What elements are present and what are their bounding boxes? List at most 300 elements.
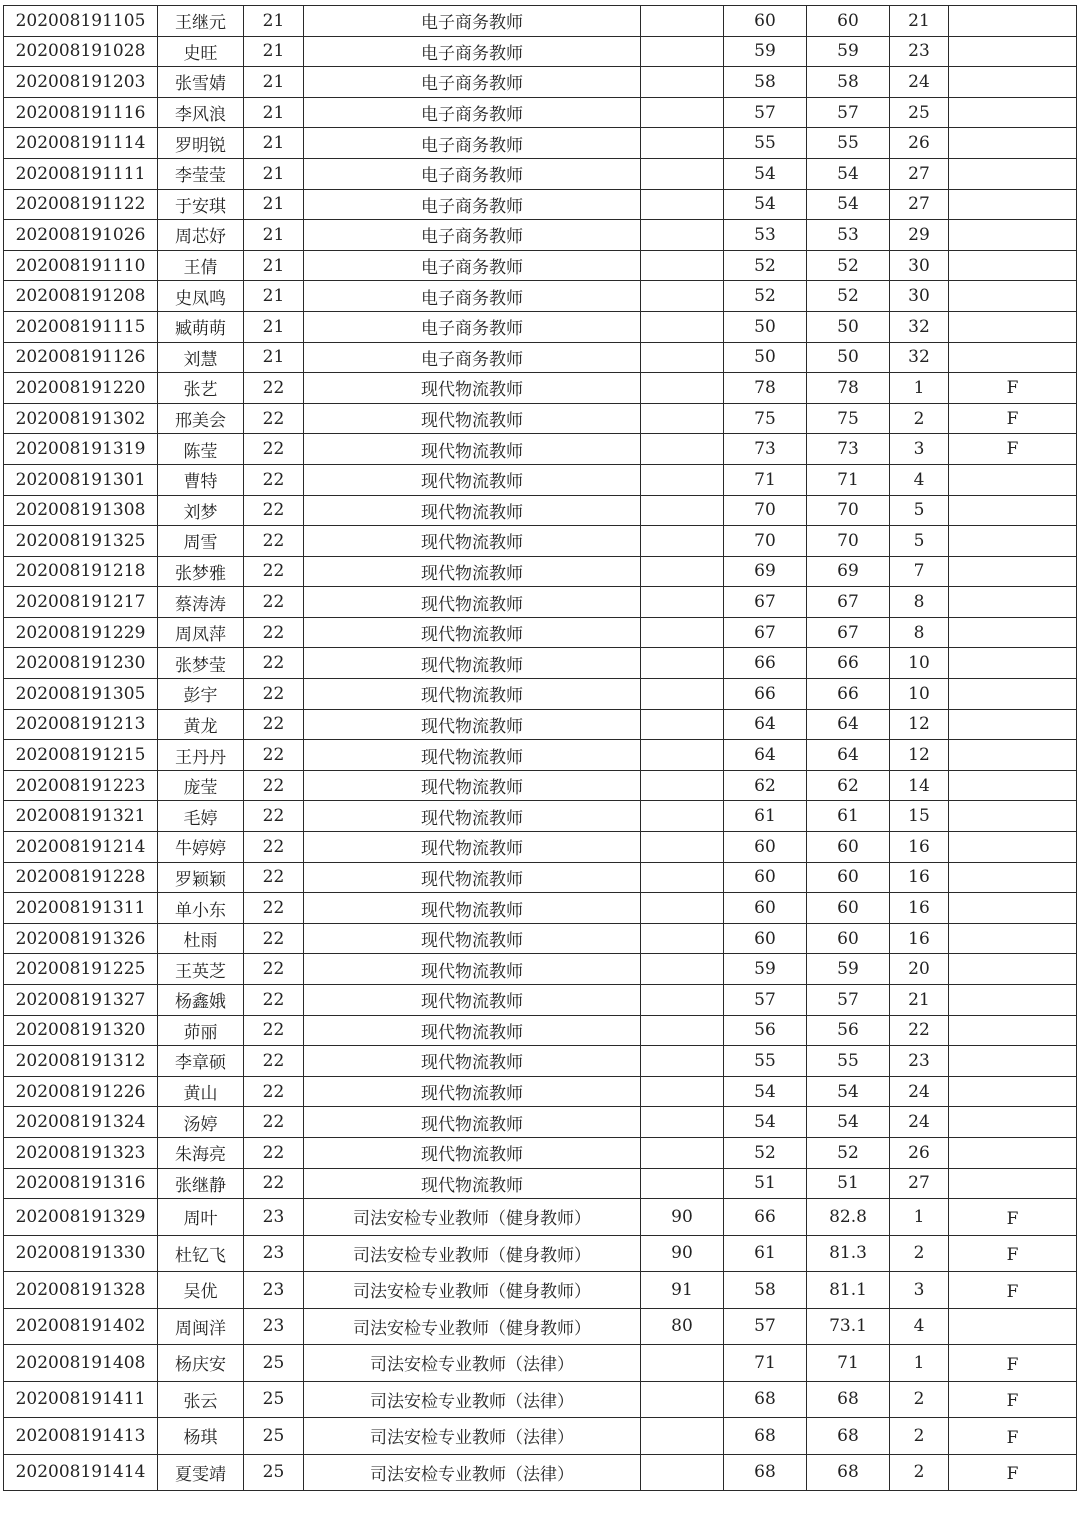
written-score-cell (641, 526, 724, 557)
rank-cell: 16 (890, 923, 949, 954)
written-score-cell (641, 709, 724, 740)
post-name-cell: 现代物流教师 (304, 801, 641, 832)
written-score-cell (641, 923, 724, 954)
post-code-cell: 22 (244, 1168, 304, 1199)
flag-cell: F (949, 1345, 1077, 1382)
post-name-cell: 电子商务教师 (304, 342, 641, 373)
interview-score-cell: 60 (724, 893, 807, 924)
total-score-cell: 58 (807, 67, 890, 98)
post-name-cell: 现代物流教师 (304, 403, 641, 434)
post-code-cell: 23 (244, 1235, 304, 1272)
post-name-cell: 现代物流教师 (304, 526, 641, 557)
total-score-cell: 81.3 (807, 1235, 890, 1272)
flag-cell (949, 311, 1077, 342)
post-code-cell: 22 (244, 770, 304, 801)
flag-cell: F (949, 434, 1077, 465)
rank-cell: 12 (890, 709, 949, 740)
total-score-cell: 54 (807, 189, 890, 220)
post-name-cell: 电子商务教师 (304, 6, 641, 37)
interview-score-cell: 68 (724, 1381, 807, 1418)
interview-score-cell: 60 (724, 923, 807, 954)
rank-cell: 27 (890, 1168, 949, 1199)
total-score-cell: 81.1 (807, 1272, 890, 1309)
post-code-cell: 22 (244, 648, 304, 679)
flag-cell: F (949, 1381, 1077, 1418)
interview-score-cell: 57 (724, 985, 807, 1016)
table-row (4, 1308, 1077, 1345)
post-code-cell: 22 (244, 373, 304, 404)
total-score-cell: 60 (807, 923, 890, 954)
table-row (4, 1107, 1077, 1138)
written-score-cell (641, 770, 724, 801)
candidate-id-cell: 202008191126 (4, 342, 158, 373)
flag-cell (949, 1076, 1077, 1107)
post-code-cell: 22 (244, 709, 304, 740)
interview-score-cell: 57 (724, 97, 807, 128)
interview-score-cell: 59 (724, 36, 807, 67)
post-name-cell: 司法安检专业教师（法律） (304, 1418, 641, 1455)
flag-cell (949, 1015, 1077, 1046)
rank-cell: 10 (890, 679, 949, 710)
total-score-cell: 64 (807, 709, 890, 740)
table-row (4, 801, 1077, 832)
rank-cell: 25 (890, 97, 949, 128)
post-name-cell: 现代物流教师 (304, 1046, 641, 1077)
total-score-cell: 73 (807, 434, 890, 465)
total-score-cell: 59 (807, 36, 890, 67)
post-name-cell: 现代物流教师 (304, 1137, 641, 1168)
table-row (4, 709, 1077, 740)
written-score-cell (641, 862, 724, 893)
interview-score-cell: 58 (724, 67, 807, 98)
post-name-cell: 现代物流教师 (304, 740, 641, 771)
candidate-id-cell: 202008191214 (4, 832, 158, 863)
table-row (4, 97, 1077, 128)
table-row (4, 526, 1077, 557)
rank-cell: 8 (890, 587, 949, 618)
flag-cell (949, 587, 1077, 618)
total-score-cell: 73.1 (807, 1308, 890, 1345)
total-score-cell: 57 (807, 985, 890, 1016)
total-score-cell: 70 (807, 526, 890, 557)
interview-score-cell: 52 (724, 281, 807, 312)
candidate-id-cell: 202008191115 (4, 311, 158, 342)
table-row (4, 67, 1077, 98)
flag-cell (949, 220, 1077, 251)
candidate-name-cell: 邢美会 (158, 403, 244, 434)
flag-cell (949, 770, 1077, 801)
post-code-cell: 22 (244, 1137, 304, 1168)
candidate-name-cell: 杨鑫娥 (158, 985, 244, 1016)
flag-cell (949, 464, 1077, 495)
table-row (4, 1418, 1077, 1455)
table-row (4, 464, 1077, 495)
total-score-cell: 54 (807, 1076, 890, 1107)
table-row (4, 1046, 1077, 1077)
flag-cell (949, 250, 1077, 281)
flag-cell (949, 67, 1077, 98)
interview-score-cell: 52 (724, 250, 807, 281)
post-name-cell: 现代物流教师 (304, 587, 641, 618)
candidate-id-cell: 202008191105 (4, 6, 158, 37)
interview-score-cell: 68 (724, 1418, 807, 1455)
written-score-cell (641, 1381, 724, 1418)
post-name-cell: 司法安检专业教师（健身教师） (304, 1199, 641, 1236)
post-code-cell: 21 (244, 220, 304, 251)
candidate-name-cell: 茆丽 (158, 1015, 244, 1046)
written-score-cell (641, 954, 724, 985)
post-code-cell: 25 (244, 1345, 304, 1382)
candidate-name-cell: 张梦雅 (158, 556, 244, 587)
written-score-cell (641, 801, 724, 832)
candidate-id-cell: 202008191208 (4, 281, 158, 312)
candidate-name-cell: 周芯妤 (158, 220, 244, 251)
flag-cell: F (949, 373, 1077, 404)
interview-score-cell: 61 (724, 1235, 807, 1272)
candidate-id-cell: 202008191328 (4, 1272, 158, 1309)
rank-cell: 2 (890, 403, 949, 434)
post-code-cell: 25 (244, 1418, 304, 1455)
post-code-cell: 22 (244, 862, 304, 893)
candidate-name-cell: 罗明锐 (158, 128, 244, 159)
flag-cell (949, 1168, 1077, 1199)
total-score-cell: 53 (807, 220, 890, 251)
post-name-cell: 现代物流教师 (304, 1015, 641, 1046)
interview-score-cell: 58 (724, 1272, 807, 1309)
post-name-cell: 现代物流教师 (304, 679, 641, 710)
flag-cell: F (949, 1235, 1077, 1272)
rank-cell: 14 (890, 770, 949, 801)
interview-score-cell: 70 (724, 526, 807, 557)
post-name-cell: 现代物流教师 (304, 1107, 641, 1138)
table-row (4, 1381, 1077, 1418)
post-code-cell: 22 (244, 1107, 304, 1138)
flag-cell (949, 342, 1077, 373)
written-score-cell (641, 373, 724, 404)
post-name-cell: 司法安检专业教师（法律） (304, 1381, 641, 1418)
table-row (4, 434, 1077, 465)
post-code-cell: 22 (244, 923, 304, 954)
flag-cell (949, 526, 1077, 557)
rank-cell: 1 (890, 1345, 949, 1382)
candidate-id-cell: 202008191324 (4, 1107, 158, 1138)
candidate-id-cell: 202008191329 (4, 1199, 158, 1236)
post-name-cell: 现代物流教师 (304, 862, 641, 893)
written-score-cell (641, 617, 724, 648)
candidate-name-cell: 黄山 (158, 1076, 244, 1107)
rank-cell: 2 (890, 1418, 949, 1455)
flag-cell (949, 679, 1077, 710)
candidate-name-cell: 单小东 (158, 893, 244, 924)
post-name-cell: 现代物流教师 (304, 373, 641, 404)
interview-score-cell: 78 (724, 373, 807, 404)
post-name-cell: 电子商务教师 (304, 250, 641, 281)
interview-score-cell: 52 (724, 1137, 807, 1168)
post-code-cell: 22 (244, 985, 304, 1016)
rank-cell: 22 (890, 1015, 949, 1046)
table-row (4, 1272, 1077, 1309)
post-name-cell: 电子商务教师 (304, 36, 641, 67)
interview-score-cell: 66 (724, 648, 807, 679)
written-score-cell (641, 1168, 724, 1199)
table-row (4, 36, 1077, 67)
flag-cell (949, 648, 1077, 679)
table-row (4, 617, 1077, 648)
candidate-id-cell: 202008191026 (4, 220, 158, 251)
post-name-cell: 电子商务教师 (304, 128, 641, 159)
post-code-cell: 22 (244, 893, 304, 924)
post-code-cell: 22 (244, 1076, 304, 1107)
candidate-id-cell: 202008191116 (4, 97, 158, 128)
post-name-cell: 电子商务教师 (304, 220, 641, 251)
rank-cell: 27 (890, 189, 949, 220)
written-score-cell (641, 250, 724, 281)
interview-score-cell: 53 (724, 220, 807, 251)
candidate-id-cell: 202008191217 (4, 587, 158, 618)
rank-cell: 26 (890, 1137, 949, 1168)
candidate-id-cell: 202008191220 (4, 373, 158, 404)
table-row (4, 495, 1077, 526)
candidate-name-cell: 王英芝 (158, 954, 244, 985)
post-code-cell: 21 (244, 281, 304, 312)
rank-cell: 2 (890, 1454, 949, 1491)
candidate-name-cell: 张雪婧 (158, 67, 244, 98)
rank-cell: 27 (890, 158, 949, 189)
table-row (4, 648, 1077, 679)
post-name-cell: 现代物流教师 (304, 954, 641, 985)
written-score-cell (641, 556, 724, 587)
written-score-cell (641, 648, 724, 679)
rank-cell: 10 (890, 648, 949, 679)
table-row (4, 832, 1077, 863)
table-row (4, 1235, 1077, 1272)
rank-cell: 32 (890, 311, 949, 342)
post-name-cell: 现代物流教师 (304, 495, 641, 526)
total-score-cell: 61 (807, 801, 890, 832)
candidate-name-cell: 汤婷 (158, 1107, 244, 1138)
written-score-cell (641, 1046, 724, 1077)
score-table (3, 5, 1077, 1491)
post-name-cell: 司法安检专业教师（法律） (304, 1454, 641, 1491)
post-name-cell: 现代物流教师 (304, 770, 641, 801)
post-name-cell: 电子商务教师 (304, 311, 641, 342)
written-score-cell (641, 1454, 724, 1491)
candidate-name-cell: 杜雨 (158, 923, 244, 954)
table-row (4, 770, 1077, 801)
table-row (4, 158, 1077, 189)
interview-score-cell: 50 (724, 311, 807, 342)
flag-cell (949, 97, 1077, 128)
rank-cell: 5 (890, 526, 949, 557)
rank-cell: 16 (890, 893, 949, 924)
total-score-cell: 57 (807, 97, 890, 128)
rank-cell: 21 (890, 985, 949, 1016)
interview-score-cell: 71 (724, 1345, 807, 1382)
total-score-cell: 62 (807, 770, 890, 801)
interview-score-cell: 71 (724, 464, 807, 495)
candidate-name-cell: 朱海亮 (158, 1137, 244, 1168)
candidate-id-cell: 202008191223 (4, 770, 158, 801)
interview-score-cell: 56 (724, 1015, 807, 1046)
rank-cell: 32 (890, 342, 949, 373)
rank-cell: 20 (890, 954, 949, 985)
written-score-cell (641, 97, 724, 128)
post-code-cell: 22 (244, 434, 304, 465)
flag-cell: F (949, 1418, 1077, 1455)
candidate-id-cell: 202008191213 (4, 709, 158, 740)
table-row (4, 1345, 1077, 1382)
flag-cell (949, 556, 1077, 587)
post-name-cell: 现代物流教师 (304, 648, 641, 679)
candidate-id-cell: 202008191122 (4, 189, 158, 220)
written-score-cell (641, 495, 724, 526)
candidate-name-cell: 庞莹 (158, 770, 244, 801)
total-score-cell: 66 (807, 648, 890, 679)
table-row (4, 403, 1077, 434)
candidate-id-cell: 202008191308 (4, 495, 158, 526)
rank-cell: 24 (890, 1076, 949, 1107)
table-body (4, 6, 1077, 1491)
post-code-cell: 22 (244, 679, 304, 710)
candidate-id-cell: 202008191312 (4, 1046, 158, 1077)
table-row (4, 923, 1077, 954)
post-code-cell: 22 (244, 617, 304, 648)
total-score-cell: 78 (807, 373, 890, 404)
post-code-cell: 21 (244, 36, 304, 67)
post-name-cell: 电子商务教师 (304, 97, 641, 128)
candidate-name-cell: 史旺 (158, 36, 244, 67)
post-name-cell: 现代物流教师 (304, 434, 641, 465)
candidate-id-cell: 202008191413 (4, 1418, 158, 1455)
post-name-cell: 司法安检专业教师（健身教师） (304, 1308, 641, 1345)
candidate-name-cell: 臧萌萌 (158, 311, 244, 342)
written-score-cell (641, 342, 724, 373)
table-row (4, 1168, 1077, 1199)
candidate-name-cell: 李莹莹 (158, 158, 244, 189)
written-score-cell (641, 311, 724, 342)
table-row (4, 587, 1077, 618)
interview-score-cell: 66 (724, 1199, 807, 1236)
post-name-cell: 现代物流教师 (304, 893, 641, 924)
post-code-cell: 22 (244, 801, 304, 832)
flag-cell (949, 128, 1077, 159)
interview-score-cell: 51 (724, 1168, 807, 1199)
flag-cell: F (949, 1199, 1077, 1236)
candidate-name-cell: 周雪 (158, 526, 244, 557)
post-code-cell: 25 (244, 1381, 304, 1418)
flag-cell (949, 985, 1077, 1016)
table-row (4, 6, 1077, 37)
flag-cell: F (949, 1272, 1077, 1309)
total-score-cell: 55 (807, 1046, 890, 1077)
table-row (4, 556, 1077, 587)
candidate-name-cell: 罗颖颖 (158, 862, 244, 893)
written-score-cell (641, 1107, 724, 1138)
post-code-cell: 21 (244, 6, 304, 37)
interview-score-cell: 73 (724, 434, 807, 465)
candidate-name-cell: 彭宇 (158, 679, 244, 710)
post-code-cell: 22 (244, 556, 304, 587)
post-code-cell: 21 (244, 189, 304, 220)
candidate-id-cell: 202008191110 (4, 250, 158, 281)
total-score-cell: 51 (807, 1168, 890, 1199)
rank-cell: 12 (890, 740, 949, 771)
table-row (4, 679, 1077, 710)
flag-cell: F (949, 403, 1077, 434)
table-row (4, 893, 1077, 924)
interview-score-cell: 64 (724, 740, 807, 771)
candidate-name-cell: 王继元 (158, 6, 244, 37)
rank-cell: 24 (890, 1107, 949, 1138)
interview-score-cell: 54 (724, 158, 807, 189)
flag-cell (949, 1308, 1077, 1345)
rank-cell: 4 (890, 1308, 949, 1345)
candidate-id-cell: 202008191321 (4, 801, 158, 832)
post-code-cell: 22 (244, 1046, 304, 1077)
post-code-cell: 22 (244, 526, 304, 557)
written-score-cell (641, 434, 724, 465)
interview-score-cell: 55 (724, 1046, 807, 1077)
post-name-cell: 司法安检专业教师（健身教师） (304, 1272, 641, 1309)
written-score-cell (641, 679, 724, 710)
candidate-name-cell: 周叶 (158, 1199, 244, 1236)
total-score-cell: 69 (807, 556, 890, 587)
table-row (4, 311, 1077, 342)
total-score-cell: 59 (807, 954, 890, 985)
interview-score-cell: 54 (724, 1076, 807, 1107)
total-score-cell: 56 (807, 1015, 890, 1046)
written-score-cell (641, 67, 724, 98)
candidate-id-cell: 202008191326 (4, 923, 158, 954)
total-score-cell: 68 (807, 1454, 890, 1491)
total-score-cell: 52 (807, 250, 890, 281)
rank-cell: 29 (890, 220, 949, 251)
candidate-name-cell: 夏雯靖 (158, 1454, 244, 1491)
candidate-name-cell: 杜钇飞 (158, 1235, 244, 1272)
flag-cell (949, 6, 1077, 37)
candidate-id-cell: 202008191225 (4, 954, 158, 985)
post-code-cell: 22 (244, 495, 304, 526)
interview-score-cell: 62 (724, 770, 807, 801)
interview-score-cell: 69 (724, 556, 807, 587)
flag-cell: F (949, 1454, 1077, 1491)
candidate-id-cell: 202008191330 (4, 1235, 158, 1272)
table-row (4, 1076, 1077, 1107)
rank-cell: 4 (890, 464, 949, 495)
candidate-name-cell: 周闽洋 (158, 1308, 244, 1345)
candidate-name-cell: 王丹丹 (158, 740, 244, 771)
post-code-cell: 22 (244, 832, 304, 863)
rank-cell: 16 (890, 862, 949, 893)
flag-cell (949, 189, 1077, 220)
written-score-cell (641, 985, 724, 1016)
rank-cell: 23 (890, 1046, 949, 1077)
post-name-cell: 现代物流教师 (304, 923, 641, 954)
total-score-cell: 75 (807, 403, 890, 434)
interview-score-cell: 50 (724, 342, 807, 373)
post-code-cell: 21 (244, 311, 304, 342)
post-name-cell: 司法安检专业教师（法律） (304, 1345, 641, 1382)
total-score-cell: 66 (807, 679, 890, 710)
written-score-cell (641, 189, 724, 220)
table-row (4, 342, 1077, 373)
rank-cell: 7 (890, 556, 949, 587)
rank-cell: 1 (890, 1199, 949, 1236)
candidate-name-cell: 牛婷婷 (158, 832, 244, 863)
candidate-name-cell: 蔡涛涛 (158, 587, 244, 618)
post-name-cell: 现代物流教师 (304, 617, 641, 648)
candidate-name-cell: 毛婷 (158, 801, 244, 832)
